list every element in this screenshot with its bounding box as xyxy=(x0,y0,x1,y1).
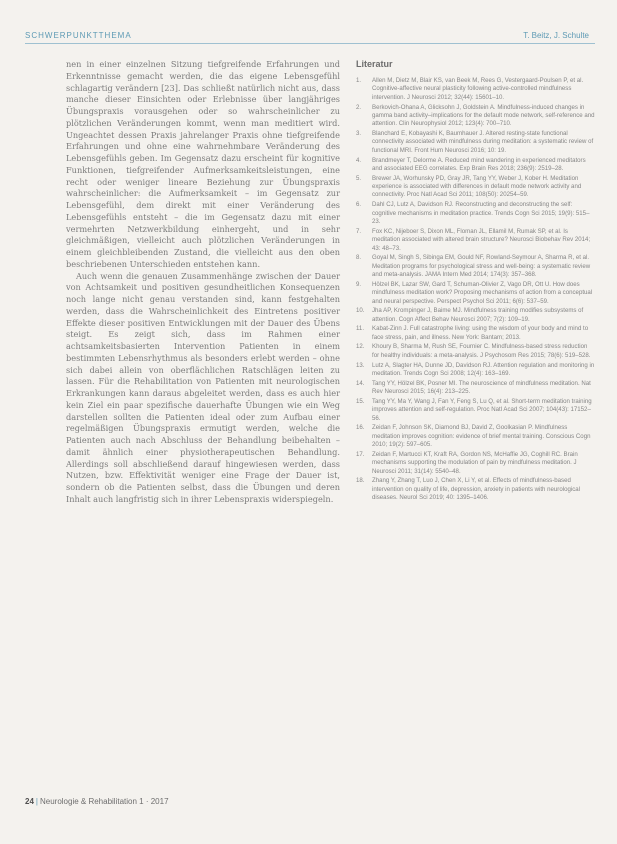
reference-number: 18. xyxy=(356,477,365,485)
reference-number: 2. xyxy=(356,103,362,111)
body-text-column xyxy=(66,59,340,506)
reference-item xyxy=(356,398,596,423)
reference-number: 10. xyxy=(356,307,365,315)
reference-number: 14. xyxy=(356,379,365,387)
references-heading: Literatur xyxy=(356,59,393,69)
reference-text: Lutz A, Slagter HA, Dunne JD, Davidson RJ. Attention regulation and monitoring in meditation. Trends Cogn Sci 2008; 12(4): 163–169. xyxy=(372,361,595,377)
reference-text: Jha AP, Krompinger J, Baime MJ. Mindfulness training modifies subsystems of attention. Cogn Affect Behav Neurosci 2007; 7(2): 109–19. xyxy=(372,307,584,323)
reference-item xyxy=(356,157,596,174)
reference-item xyxy=(356,451,596,476)
reference-text: Berkovich-Ohana A, Glicksohn J, Goldstein A. Mindfulness-induced changes in gamma band activity–implications for the default mode network, self-reference and attention. Clin Neurophysiol 2012; 123(4): 700–710. xyxy=(372,103,595,128)
reference-item xyxy=(356,380,596,397)
reference-text: Hölzel BK, Lazar SW, Gard T, Schuman-Olivier Z, Vago DR, Ott U. How does mindfulness meditation work? Proposing mechanisms of action from a conceptual and neural perspective. Perspect Psychol Sci 2011; 6(6): 537–59. xyxy=(372,280,593,305)
author-running-head: T. Beitz, J. Schulte xyxy=(523,31,589,40)
reference-number: 13. xyxy=(356,361,365,369)
reference-item xyxy=(356,477,596,502)
reference-number: 7. xyxy=(356,227,362,235)
reference-item xyxy=(356,77,596,102)
reference-number: 6. xyxy=(356,201,362,209)
body-paragraph: Auch wenn die genauen Zusammenhänge zwischen der Dauer von Achtsamkeit und positiven gesundheitlichen Konsequenzen noch lange nicht genau verstanden sind, kann festgehalten werden, dass die Wahrscheinlichkeit des Eintretens positiver Effekte dieser positiven Entwicklungen mit der Dauer des Übens steigt. Es zeigt sich, dass im Rahmen einer achtsamkeitsbasierten Intervention Patienten in einem bestimmten Lebensrhythmus als besonders erlebt werden – ohne sich dabei allein von oberflächlichen Ratschlägen leiten zu lassen. Für die Rehabilitation von Patienten mit neurologischen Erkrankungen kann daraus abgeleitet werden, dass es auch hier kein Ziel ein paar spezifische dauerhafte Übungen wie ein Weg darstellen sollten die Patienten ideal oder zum Aufbau einer regelmäßigen Übungspraxis ermutigt werden, welche die Patienten auch nach Abschluss der Behandlung beibehalten – damit ähnlich einer physiotherapeutischen Behandlung. Allerdings soll abschließend darauf hingewiesen werden, dass Nutzen, bzw. Effektivität weniger eine Frage der Dauer ist, sondern ob die Patienten selbst, dass die Übungen und deren Inhalt auch langfristig sich in ihrer Lebenspraxis widerspiegeln. xyxy=(66,270,340,504)
footer-separator: | xyxy=(35,797,38,806)
reference-text: Goyal M, Singh S, Sibinga EM, Gould NF, Rowland-Seymour A, Sharma R, et al. Meditation programs for psychological stress and well-being: a systematic review and meta-analysis. JAMA Intern Med 2014; 174(3): 357–368. xyxy=(372,254,591,279)
reference-item xyxy=(356,104,596,129)
reference-text: Zeidan F, Martucci KT, Kraft RA, Gordon NS, McHaffie JG, Coghill RC. Brain mechanisms supporting the modulation of pain by mindfulness meditation. J Neurosci 2011; 31(14): 5540–48. xyxy=(372,450,578,475)
references-column xyxy=(356,59,596,504)
reference-item xyxy=(356,343,596,360)
reference-item xyxy=(356,254,596,279)
reference-number: 5. xyxy=(356,174,362,182)
reference-number: 17. xyxy=(356,450,365,458)
reference-text: Brewer JA, Worhunsky PD, Gray JR, Tang YY, Weber J, Kober H. Meditation experience is associated with differences in default mode network activity and connectivity. Proc Natl Acad Sci 2011; 108(50): 20254–59. xyxy=(372,174,582,199)
reference-item xyxy=(356,281,596,306)
reference-text: Dahl CJ, Lutz A, Davidson RJ. Reconstructing and deconstructing the self: cognitive mechanisms in meditation practice. Trends Cogn Sci 2015; 19(9): 515–23. xyxy=(372,201,590,225)
reference-text: Khoury B, Sharma M, Rush SE, Fournier C. Mindfulness-based stress reduction for healthy individuals: a meta-analysis. J Psychosom Res 2015; 78(6): 519–528. xyxy=(372,343,591,359)
reference-item xyxy=(356,130,596,155)
reference-item xyxy=(356,228,596,253)
reference-item xyxy=(356,307,596,324)
reference-item xyxy=(356,362,596,379)
reference-text: Fox KC, Nijeboer S, Dixon ML, Floman JL, Ellamil M, Rumak SP, et al. Is meditation associated with altered brain structure? Neurosci Biobehav Rev 2014; 43: 48–73. xyxy=(372,227,591,252)
reference-text: Allen M, Dietz M, Blair KS, van Beek M, Rees G, Vestergaard-Poulsen P, et al. Cognitive-affective neural plasticity following active-controlled mindfulness intervention. J Neurosci 2012; 32(44): 15601–10. xyxy=(372,77,584,101)
reference-number: 12. xyxy=(356,343,365,351)
reference-number: 1. xyxy=(356,77,362,84)
page-number: 24 xyxy=(25,797,34,806)
reference-text: Zhang Y, Zhang T, Luo J, Chen X, Li Y, et al. Effects of mindfulness-based intervention on quality of life, depression, anxiety in patients with neurological diseases. Neurol Sci 2019; 40: 1395–1406. xyxy=(372,477,580,502)
reference-number: 8. xyxy=(356,254,362,262)
header-rule xyxy=(25,43,595,44)
page-footer xyxy=(25,797,169,806)
reference-text: Blanchard E, Kobayashi K, Baumhauer J. Altered resting-state functional connectivity associated with mindfulness during meditation: a systematic review of functional MRI. Front Hum Neurosci 2016; 10: 19. xyxy=(372,130,594,154)
reference-item xyxy=(356,325,596,342)
reference-text: Brandmeyer T, Delorme A. Reduced mind wandering in experienced meditators and associated EEG correlates. Exp Brain Res 2018; 236(9): 2519–28. xyxy=(372,156,586,172)
reference-item xyxy=(356,175,596,200)
body-paragraph: nen in einer einzelnen Sitzung tiefgreifende Erfahrungen und Erkenntnisse gemacht werden, die das eigene Lebensgefühl schlagartig verändern [23]. Das schließt natürlich nicht aus, dass manche dieser Einsichten oder Erlebnisse über langjähriges Übungspraxis vorausgehen oder so wahrscheinlicher zu plötzlichen Veränderungen kommt, wenn man meditiert wird. Ungeachtet dessen Praxis jahrelanger Praxis ohne tiefgreifende Erfahrungen und ohne eine wahrnehmbare Veränderung des Lebensgefühls geben. Im Gegensatz dazu erscheint für kognitive Funktionen, tiefgreifender Aufmerksamkeitsleistungen, eine recht oder weniger lineare Beziehung zur Übungspraxis wahrscheinlicher: die Aufmerksamkeit – im Gegensatz zur Lebensgefühl, dem direkt mit einer Veränderung des Lebensgefühls entsteht – die im Gegensatz dazu mit einer vermehrten Netzwerkbildung einhergeht, und in sehr gleichmäßigen, vielleicht auch plötzlichen Veränderungen in einem gleichbleibenden Zustand, die vielleicht aus den oben beschriebenen Unterschieden entstehen kann. xyxy=(66,59,340,269)
reference-text: Zeidan F, Johnson SK, Diamond BJ, David Z, Goolkasian P. Mindfulness meditation improves cognition: evidence of brief mental training. Conscious Cogn 2010; 19(2): 597–605. xyxy=(372,424,591,449)
reference-number: 4. xyxy=(356,156,362,164)
reference-text: Kabat-Zinn J. Full catastrophe living: using the wisdom of your body and mind to face stress, pain, and illness. New York: Bantam; 2013. xyxy=(372,325,589,341)
reference-item xyxy=(356,424,596,449)
reference-text: Tang YY, Ma Y, Wang J, Fan Y, Feng S, Lu Q, et al. Short-term meditation training improves attention and self-regulation. Proc Natl Acad Sci 2007; 104(43): 17152–56. xyxy=(372,397,592,422)
reference-number: 15. xyxy=(356,397,365,405)
reference-number: 9. xyxy=(356,280,362,288)
journal-name: Neurologie & Rehabilitation 1 · 2017 xyxy=(39,797,169,806)
reference-number: 16. xyxy=(356,424,365,432)
reference-text: Tang YY, Hölzel BK, Posner MI. The neuroscience of mindfulness meditation. Nat Rev Neurosci 2015; 16(4): 213–225. xyxy=(372,379,591,396)
section-label: SCHWERPUNKTTHEMA xyxy=(25,31,132,40)
reference-list xyxy=(356,77,596,503)
reference-number: 11. xyxy=(356,325,365,333)
reference-item xyxy=(356,201,596,226)
reference-number: 3. xyxy=(356,130,362,138)
